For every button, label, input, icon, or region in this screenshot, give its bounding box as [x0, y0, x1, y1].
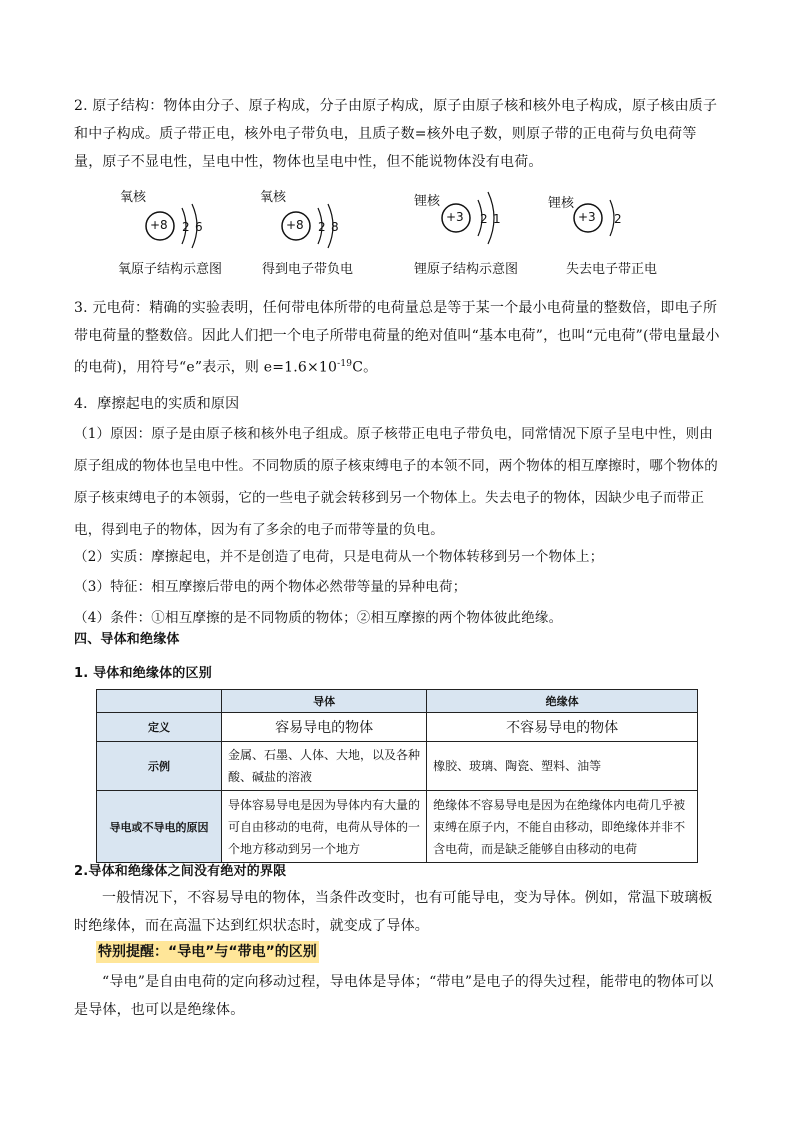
- row-label: 示例: [97, 742, 222, 791]
- table-row: [97, 742, 698, 791]
- cell-insulator: 绝缘体不容易导电是因为在绝缘体内电荷几乎被束缚在原子内，不能自由移动，即绝缘体并非不含电荷，而是缺乏能够自由移动的电荷: [427, 791, 698, 863]
- part-heading: [74, 626, 724, 654]
- tip-paragraph-text: “导电”是自由电荷的定向移动过程，导电体是导体；“带电”是电子的得失过程，能带电的物体可以是导体，也可以是绝缘体。: [74, 974, 714, 1018]
- nucleus-charge: +3: [578, 210, 596, 224]
- section-atomic-structure-text: 2. 原子结构：物体由分子、原子构成，分子由原子构成，原子由原子核和核外电子构成，原子核由质子和中子构成。质子带正电，核外电子带负电，且质子数=核外电子数，则原子带的正电荷与负电荷等量，原子不显电性，呈电中性，物体也呈电中性，但不能说物体没有电荷。: [74, 98, 718, 170]
- diagram-top-label: 锂核: [414, 194, 441, 209]
- nucleus-charge: +3: [446, 210, 464, 224]
- shell-electrons: 2: [318, 220, 326, 234]
- cell-conductor: 导体容易导电是因为导体内有大量的可自由移动的电荷，电荷从导体的一个地方移动到另一个地方: [222, 791, 427, 863]
- diagram-top-label: 氧核: [260, 190, 287, 205]
- shell-electrons: 2: [614, 212, 622, 226]
- comparison-table: [96, 689, 698, 863]
- diagram-top-label: 锂核: [548, 196, 575, 211]
- elementary-charge-unit: C。: [352, 359, 378, 376]
- friction-reason-text: （1）原因：原子是由原子核和核外电子组成。原子核带正电电子带负电，同常情况下原子呈电中性，则由原子组成的物体也呈电中性。不同物质的原子核束缚电子的本领不同，两个物体的相互摩擦时，哪个物体的原子核束缚电子的本领弱，它的一些电子就会转移到另一个物体上。失去电子的物体，因缺少电子而带正电，得到电子的物体，因为有了多余的电子而带等量的负电。: [74, 426, 718, 538]
- tip-title: “导电”与“带电”的区别: [168, 944, 317, 960]
- sub-heading-difference-text: 1. 导体和绝缘体的区别: [74, 666, 212, 681]
- section-elementary-charge: [74, 294, 724, 382]
- elementary-charge-text: 3. 元电荷：精确的实验表明，任何带电体所带的电荷量总是等于某一个最小电荷量的整数倍，即电子所带电荷量的整数倍。因此人们把一个电子所带电荷量的绝对值叫“基本电荷”，也叫“元电荷”(带电量最小的电荷)，用符号“e”表示，则 e=1.6×10: [74, 300, 720, 376]
- diagram-top-label: 氧核: [120, 190, 147, 205]
- tip-label: 特别提醒：: [98, 944, 168, 960]
- diagram-lithium-ion: [546, 186, 686, 276]
- diagram-caption: 锂原子结构示意图: [414, 262, 519, 277]
- section-friction-title: [74, 390, 724, 418]
- diagram-caption: 得到电子带负电: [262, 262, 354, 277]
- tip-heading: [96, 941, 319, 963]
- table-row: [97, 713, 698, 742]
- table-header-empty: [97, 690, 222, 713]
- shell-electrons: 1: [493, 212, 501, 226]
- row-label: 导电或不导电的原因: [97, 791, 222, 863]
- sub-heading-difference: [74, 660, 724, 688]
- shell-electrons: 2: [182, 220, 190, 234]
- nucleus-charge: +8: [150, 218, 168, 232]
- sub-heading-boundary-text: 2.导体和绝缘体之间没有绝对的界限: [74, 864, 287, 879]
- diagram-caption: 失去电子带正电: [566, 262, 658, 277]
- friction-feature: [74, 572, 724, 602]
- friction-essence-text: （2）实质：摩擦起电，并不是创造了电荷，只是电荷从一个物体转移到另一个物体上；: [74, 549, 604, 565]
- exponent: -19: [337, 359, 353, 369]
- table-header-conductor: 导体: [222, 690, 427, 713]
- nucleus-charge: +8: [286, 218, 304, 232]
- boundary-paragraph-text: 一般情况下，不容易导电的物体，当条件改变时，也有可能导电，变为导体。例如，常温下玻璃板时绝缘体，而在高温下达到红炽状态时，就变成了导体。: [74, 890, 713, 934]
- cell-insulator: 橡胶、玻璃、陶瓷、塑料、油等: [427, 742, 698, 791]
- friction-condition-text: （4）条件：①相互摩擦的是不同物质的物体；②相互摩擦的两个物体彼此绝缘。: [74, 610, 563, 626]
- section-atomic-structure: [74, 92, 724, 176]
- table-header-row: [97, 690, 698, 713]
- friction-reason: [74, 418, 724, 546]
- boundary-paragraph: [74, 884, 724, 940]
- sub-heading-boundary: [74, 858, 724, 886]
- cell-conductor: 金属、石墨、人体、大地，以及各种酸、碱盐的溶液: [222, 742, 427, 791]
- diagram-oxygen-atom: [112, 186, 252, 276]
- part-heading-text: 四、导体和绝缘体: [74, 632, 180, 647]
- shell-electrons: 8: [331, 220, 339, 234]
- row-label: 定义: [97, 713, 222, 742]
- cell-conductor: 容易导电的物体: [222, 713, 427, 742]
- diagram-lithium-atom: [410, 186, 550, 276]
- table-header-insulator: 绝缘体: [427, 690, 698, 713]
- friction-essence: [74, 542, 724, 572]
- diagram-oxygen-ion: [256, 186, 396, 276]
- shell-electrons: 6: [195, 220, 203, 234]
- friction-feature-text: （3）特征：相互摩擦后带电的两个物体必然带等量的异种电荷；: [74, 579, 467, 595]
- shell-electrons: 2: [480, 212, 488, 226]
- friction-title: 4．摩擦起电的实质和原因: [74, 396, 240, 412]
- table-row: [97, 791, 698, 863]
- cell-insulator: 不容易导电的物体: [427, 713, 698, 742]
- diagram-caption: 氧原子结构示意图: [118, 262, 223, 277]
- tip-paragraph: [74, 968, 724, 1024]
